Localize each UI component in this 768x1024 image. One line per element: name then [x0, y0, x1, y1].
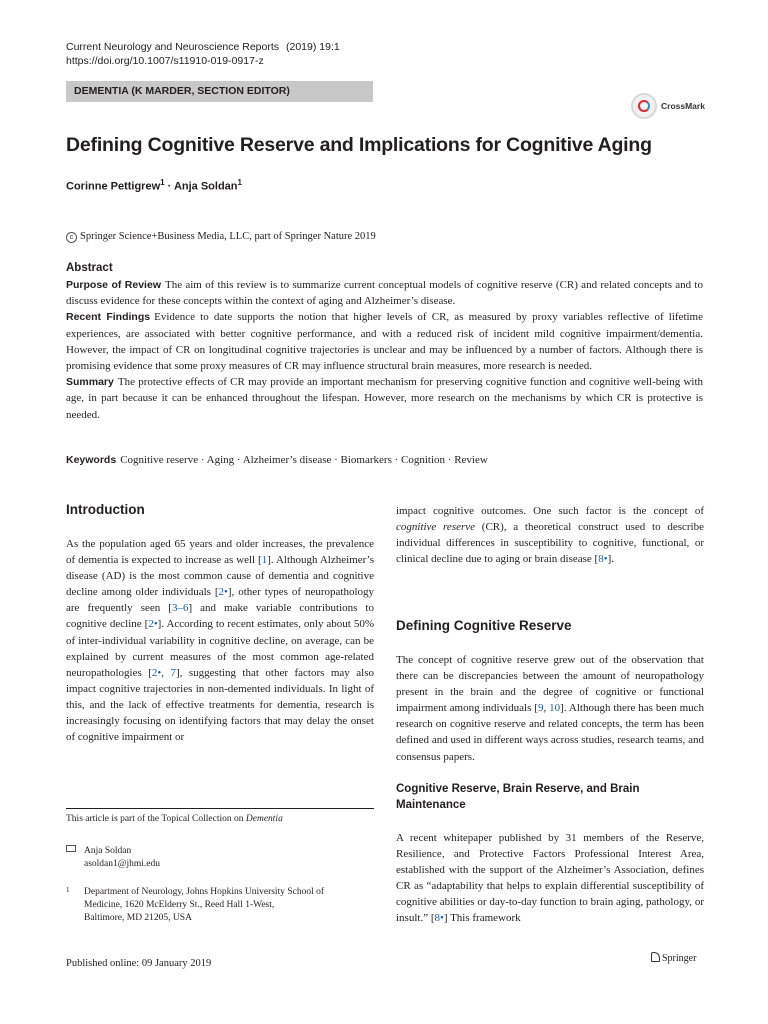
author-name[interactable]: Anja Soldan — [173, 180, 238, 193]
intro-text: ], other types of neuropathology are frequently seen [ — [66, 586, 374, 615]
body-text: The concept of cognitive reserve grew out of the observation that there can be discrepancies between the amount of neuropathology present in the brain and the degree of cognitive or functional impairment among individuals [ — [396, 654, 704, 715]
summary-label: Summary — [66, 376, 114, 389]
summary-text: The protective effects of CR may provide an important mechanism for preserving cognitive function and cognitive well-being with age, in part because it can be enhanced throughout the lifespan. However, more research on the mechanisms by which CR is protective is needed. — [66, 376, 703, 421]
abstract-purpose — [66, 277, 703, 309]
body-text: A recent whitepaper published by 31 members of the Reserve, Resilience, and Protective Factors Professional Interest Area, established with the support of the Alzheimer’s Association, defines CR as “adaptability that helps to explain differential susceptibility of cognitive abilities or day-to-day function to brain aging, pathology, or insult.” [ — [396, 832, 704, 925]
springer-horse-icon — [651, 952, 660, 962]
affiliation-marker: 1 — [237, 178, 242, 187]
springer-logo — [651, 952, 696, 964]
affiliation-marker: 1 — [160, 178, 165, 187]
abstract-heading: Abstract — [66, 262, 113, 274]
defining-cr-text — [396, 652, 704, 765]
body-paragraph — [396, 652, 704, 765]
citation-link[interactable]: 8• — [598, 553, 608, 566]
body-text: ] This framework — [443, 912, 521, 925]
intro-text: , — [161, 666, 171, 679]
author-email[interactable]: asoldan1@jhmi.edu — [84, 859, 161, 869]
section-bar: DEMENTIA (K MARDER, SECTION EDITOR) — [66, 81, 373, 102]
findings-label: Recent Findings — [66, 311, 151, 324]
citation-link[interactable]: 7 — [170, 666, 176, 679]
citation-link[interactable]: 3–6 — [171, 602, 189, 615]
abstract-body — [66, 277, 703, 423]
year-issue: (2019) 19:1 — [286, 41, 340, 53]
topical-link[interactable]: Dementia — [245, 814, 283, 824]
affiliation — [66, 886, 374, 925]
intro-text: (CR), a theoretical construct used to describe individual differences in susceptibility to cognitive, functional, or clinical decline due to aging or brain disease [ — [396, 521, 704, 566]
topical-text: This article is part of the Topical Collection on — [66, 814, 246, 824]
abstract-summary — [66, 374, 703, 423]
body-paragraph — [396, 830, 704, 927]
body-text: ]. Although there has been much research on cognitive reserve and related concepts, the term has been defined and used in different ways across studies, research teams, and consensus papers. — [396, 702, 705, 763]
subsection-text — [396, 830, 704, 927]
copyright-line — [66, 231, 376, 243]
mail-icon — [66, 845, 76, 852]
citation-link[interactable]: 1 — [261, 554, 268, 567]
affiliation-line: Baltimore, MD 21205, USA — [84, 913, 192, 923]
author-list — [66, 178, 242, 193]
affiliation-number: 1 — [66, 886, 70, 894]
defining-cr-heading: Defining Cognitive Reserve — [396, 618, 572, 633]
citation-link[interactable]: 10 — [549, 702, 561, 715]
intro-text: As the population aged 65 years and older increases, the prevalence of dementia is expected to increase as well [ — [66, 538, 374, 567]
abstract-findings — [66, 309, 703, 374]
introduction-text — [66, 536, 374, 745]
introduction-heading: Introduction — [66, 502, 145, 517]
intro-continuation — [396, 503, 704, 567]
author-separator: · — [164, 180, 174, 193]
crossmark-button[interactable] — [631, 93, 711, 121]
affiliation-line: Medicine, 1620 McElderry St., Reed Hall 1-West, — [84, 900, 275, 910]
topical-collection-note — [66, 813, 283, 826]
subsection-heading: Cognitive Reserve, Brain Reserve, and Brain Maintenance — [396, 783, 640, 811]
emphasis-term: cognitive reserve — [396, 521, 476, 534]
copyright-text: Springer Science+Business Media, LLC, part of Springer Nature 2019 — [80, 231, 376, 242]
doi-link[interactable]: https://doi.org/10.1007/s11910-019-0917-z — [66, 55, 264, 67]
intro-paragraph — [396, 503, 704, 567]
citation-link[interactable]: 2• — [151, 666, 162, 679]
citation-link[interactable]: 2• — [148, 618, 158, 631]
crossmark-icon — [631, 93, 657, 119]
crossmark-label: CrossMark — [661, 101, 705, 111]
affiliation-line: Department of Neurology, Johns Hopkins University School of — [84, 887, 325, 897]
intro-text: ]. According to recent estimates, only about 50% of inter-individual variability in cognitive decline, on average, can be explained by current measures of the most common age-related neuropathologies [ — [66, 618, 374, 679]
purpose-label: Purpose of Review — [66, 279, 161, 291]
author-name[interactable]: Corinne Pettigrew — [66, 180, 161, 193]
correspondence — [66, 845, 161, 869]
publisher-name: Springer — [662, 953, 697, 964]
intro-text: impact cognitive outcomes. One such factor is the concept of — [396, 505, 704, 517]
intro-text: ]. Although Alzheimer’s disease (AD) is the most common cause of dementia and cognitive decline among older individuals [ — [66, 554, 374, 599]
keywords — [66, 454, 488, 466]
findings-text: Evidence to date supports the notion that higher levels of CR, as measured by proxy variables reflective of lifetime experiences, are associated with better cognitive performance, and with a reduced risk of incident mild cognitive impairment/dementia. However, the impact of CR on longitudinal cognitive trajectories is unclear and may be influenced by a number of factors. Although there is promising evidence that some proxy measures of CR may influence structural brain measures, more research is needed. — [66, 311, 703, 373]
journal-header — [66, 40, 340, 68]
article-title: Defining Cognitive Reserve and Implications for Cognitive Aging — [66, 134, 652, 156]
citation-link[interactable]: 8• — [434, 912, 444, 925]
intro-text: ], suggesting that other factors may also impact cognitive trajectories in non-demented individuals. In light of this, and the lack of effective treatments for dementia, research is increasingly focusing on identifying factors that may delay the onset of cognitive impairment or — [66, 666, 374, 744]
intro-text: ] and make variable contributions to cognitive decline [ — [66, 602, 374, 631]
citation-link[interactable]: 9 — [537, 702, 544, 715]
copyright-icon: c — [66, 232, 77, 243]
corresponding-author: Anja Soldan — [84, 846, 132, 856]
journal-name: Current Neurology and Neuroscience Reports — [66, 41, 280, 53]
published-date: Published online: 09 January 2019 — [66, 958, 212, 969]
body-text: , — [543, 702, 550, 715]
keywords-list: Cognitive reserve · Aging · Alzheimer’s disease · Biomarkers · Cognition · Review — [120, 454, 488, 466]
purpose-text: The aim of this review is to summarize current conceptual models of cognitive reserve (CR) and related concepts and to discuss evidence for these concepts within the context of aging and Alzheimer’s disease. — [66, 279, 703, 308]
intro-paragraph — [66, 536, 374, 745]
keywords-label: Keywords — [66, 454, 117, 466]
citation-link[interactable]: 2• — [218, 586, 228, 599]
intro-text: ]. — [607, 553, 614, 566]
footnote-rule — [66, 808, 374, 809]
